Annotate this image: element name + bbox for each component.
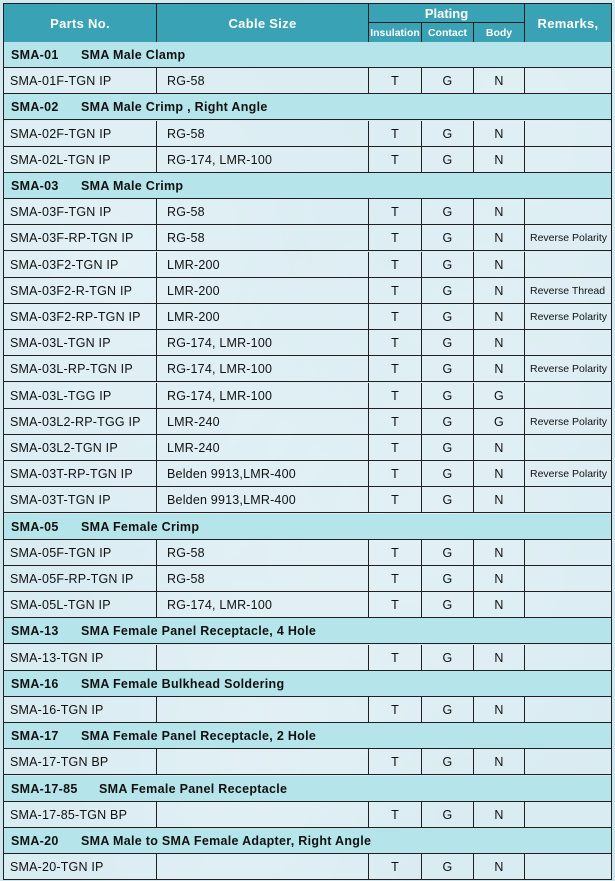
table-row [4, 409, 611, 435]
insulation-cell: T [369, 330, 422, 355]
contact-cell: G [422, 225, 474, 250]
body-cell: N [474, 540, 525, 565]
contact-cell: G [422, 409, 474, 434]
header-contact: Contact [422, 23, 474, 42]
section-title: SMA Female Bulkhead Soldering [81, 676, 285, 691]
part-number-cell: SMA-03F2-TGN IP [4, 252, 157, 277]
cable-size-cell: LMR-240 [157, 409, 369, 434]
cable-size-cell: RG-58 [157, 566, 369, 591]
body-cell: N [474, 645, 525, 670]
section-title: SMA Male Clamp [81, 47, 186, 62]
header-cable-size: Cable Size [157, 4, 369, 42]
part-number-cell: SMA-05F-TGN IP [4, 540, 157, 565]
remarks-cell [525, 487, 611, 512]
contact-cell: G [422, 697, 474, 722]
section-header [4, 173, 611, 199]
contact-cell: G [422, 487, 474, 512]
part-number-cell: SMA-03L-TGN IP [4, 330, 157, 355]
insulation-cell: T [369, 854, 422, 879]
remarks-cell [525, 540, 611, 565]
contact-cell: G [422, 461, 474, 486]
remarks-cell [525, 566, 611, 591]
cable-size-cell: RG-174, LMR-100 [157, 592, 369, 617]
insulation-cell: T [369, 304, 422, 329]
section-header [4, 514, 611, 540]
section-code: SMA-16 [11, 676, 59, 691]
remarks-cell [525, 68, 611, 93]
table-row [4, 697, 611, 723]
contact-cell: G [422, 435, 474, 460]
cable-size-cell: RG-174, LMR-100 [157, 330, 369, 355]
section-header [4, 723, 611, 749]
section-header [4, 94, 611, 120]
header-plating: Plating [369, 4, 525, 23]
body-cell: N [474, 252, 525, 277]
remarks-cell [525, 435, 611, 460]
body-cell: N [474, 121, 525, 146]
table-row [4, 252, 611, 278]
cable-size-cell: RG-58 [157, 199, 369, 224]
cable-size-cell [157, 697, 369, 722]
contact-cell: G [422, 854, 474, 879]
table-row [4, 225, 611, 251]
body-cell: N [474, 225, 525, 250]
table-row [4, 330, 611, 356]
remarks-cell: Reverse Polarity [525, 356, 611, 381]
remarks-cell: Reverse Polarity [525, 409, 611, 434]
part-number-cell: SMA-02F-TGN IP [4, 121, 157, 146]
part-number-cell: SMA-05L-TGN IP [4, 592, 157, 617]
contact-cell: G [422, 68, 474, 93]
cable-size-cell: RG-174, LMR-100 [157, 356, 369, 381]
body-cell: N [474, 802, 525, 827]
table-row [4, 68, 611, 94]
part-number-cell: SMA-03L-TGG IP [4, 383, 157, 408]
insulation-cell: T [369, 435, 422, 460]
section-title: SMA Female Panel Receptacle [99, 781, 288, 796]
body-cell: N [474, 592, 525, 617]
remarks-cell [525, 802, 611, 827]
section-header [4, 776, 611, 802]
table-row [4, 592, 611, 618]
contact-cell: G [422, 645, 474, 670]
contact-cell: G [422, 749, 474, 774]
section-header [4, 828, 611, 854]
part-number-cell: SMA-17-85-TGN BP [4, 802, 157, 827]
insulation-cell: T [369, 487, 422, 512]
contact-cell: G [422, 252, 474, 277]
part-number-cell: SMA-03T-TGN IP [4, 487, 157, 512]
remarks-cell: Reverse Polarity [525, 304, 611, 329]
insulation-cell: T [369, 409, 422, 434]
table-row [4, 802, 611, 828]
cable-size-cell: LMR-200 [157, 252, 369, 277]
remarks-cell [525, 749, 611, 774]
part-number-cell: SMA-20-TGN IP [4, 854, 157, 879]
contact-cell: G [422, 592, 474, 617]
insulation-cell: T [369, 383, 422, 408]
insulation-cell: T [369, 697, 422, 722]
body-cell: N [474, 854, 525, 879]
section-code: SMA-13 [11, 623, 59, 638]
remarks-cell [525, 592, 611, 617]
contact-cell: G [422, 278, 474, 303]
part-number-cell: SMA-13-TGN IP [4, 645, 157, 670]
cable-size-cell: LMR-200 [157, 278, 369, 303]
section-title: SMA Female Crimp [81, 519, 200, 534]
part-number-cell: SMA-02L-TGN IP [4, 147, 157, 172]
insulation-cell: T [369, 802, 422, 827]
cable-size-cell: RG-58 [157, 225, 369, 250]
body-cell: N [474, 749, 525, 774]
header-parts-no: Parts No. [4, 4, 157, 42]
insulation-cell: T [369, 645, 422, 670]
remarks-cell: Reverse Polarity [525, 225, 611, 250]
part-number-cell: SMA-01F-TGN IP [4, 68, 157, 93]
remarks-cell: Reverse Polarity [525, 461, 611, 486]
table-row [4, 383, 611, 409]
table-row [4, 854, 611, 880]
section-code: SMA-17 [11, 728, 59, 743]
table-row [4, 540, 611, 566]
table-row [4, 121, 611, 147]
section-header [4, 618, 611, 644]
cable-size-cell: RG-58 [157, 68, 369, 93]
section-header [4, 42, 611, 68]
body-cell: N [474, 147, 525, 172]
cable-size-cell: LMR-240 [157, 435, 369, 460]
remarks-cell [525, 147, 611, 172]
cable-size-cell: RG-58 [157, 121, 369, 146]
part-number-cell: SMA-03F2-R-TGN IP [4, 278, 157, 303]
table-row [4, 356, 611, 382]
header-insulation: Insulation [369, 23, 422, 42]
body-cell: N [474, 435, 525, 460]
contact-cell: G [422, 330, 474, 355]
section-title: SMA Female Panel Receptacle, 4 Hole [81, 623, 317, 638]
section-code: SMA-02 [11, 99, 59, 114]
insulation-cell: T [369, 592, 422, 617]
insulation-cell: T [369, 749, 422, 774]
cable-size-cell: LMR-200 [157, 304, 369, 329]
body-cell: N [474, 199, 525, 224]
body-cell: N [474, 697, 525, 722]
cable-size-cell: Belden 9913,LMR-400 [157, 461, 369, 486]
cable-size-cell: RG-174, LMR-100 [157, 383, 369, 408]
part-number-cell: SMA-17-TGN BP [4, 749, 157, 774]
body-cell: N [474, 68, 525, 93]
contact-cell: G [422, 356, 474, 381]
part-number-cell: SMA-03F-TGN IP [4, 199, 157, 224]
cable-size-cell [157, 802, 369, 827]
table-row [4, 435, 611, 461]
table-row [4, 461, 611, 487]
remarks-cell [525, 645, 611, 670]
insulation-cell: T [369, 225, 422, 250]
contact-cell: G [422, 383, 474, 408]
header-remarks: Remarks, [537, 15, 599, 31]
table-row [4, 566, 611, 592]
cable-size-cell [157, 749, 369, 774]
insulation-cell: T [369, 278, 422, 303]
part-number-cell: SMA-16-TGN IP [4, 697, 157, 722]
part-number-cell: SMA-03T-RP-TGN IP [4, 461, 157, 486]
table-row [4, 645, 611, 671]
part-number-cell: SMA-03F-RP-TGN IP [4, 225, 157, 250]
remarks-cell [525, 121, 611, 146]
cable-size-cell: RG-58 [157, 540, 369, 565]
insulation-cell: T [369, 199, 422, 224]
section-title: SMA Male Crimp , Right Angle [81, 99, 268, 114]
section-title: SMA Male Crimp [81, 178, 184, 193]
table-row [4, 278, 611, 304]
section-code: SMA-05 [11, 519, 59, 534]
table-row [4, 199, 611, 225]
section-title: SMA Female Panel Receptacle, 2 Hole [81, 728, 317, 743]
table-row [4, 487, 611, 513]
remarks-cell [525, 383, 611, 408]
remarks-cell [525, 330, 611, 355]
part-number-cell: SMA-03L-RP-TGN IP [4, 356, 157, 381]
section-code: SMA-01 [11, 47, 59, 62]
insulation-cell: T [369, 461, 422, 486]
body-cell: N [474, 356, 525, 381]
remarks-cell [525, 854, 611, 879]
insulation-cell: T [369, 147, 422, 172]
part-number-cell: SMA-05F-RP-TGN IP [4, 566, 157, 591]
remarks-cell: Reverse Thread [525, 278, 611, 303]
body-cell: N [474, 330, 525, 355]
section-code: SMA-17-85 [11, 781, 78, 796]
cable-size-cell [157, 854, 369, 879]
body-cell: G [474, 409, 525, 434]
contact-cell: G [422, 540, 474, 565]
body-cell: N [474, 461, 525, 486]
cable-size-cell [157, 645, 369, 670]
remarks-cell [525, 697, 611, 722]
body-cell: N [474, 487, 525, 512]
body-cell: N [474, 278, 525, 303]
contact-cell: G [422, 566, 474, 591]
cable-size-cell: RG-174, LMR-100 [157, 147, 369, 172]
remarks-cell [525, 252, 611, 277]
table-row [4, 749, 611, 775]
section-header [4, 671, 611, 697]
insulation-cell: T [369, 252, 422, 277]
contact-cell: G [422, 121, 474, 146]
section-code: SMA-03 [11, 178, 59, 193]
insulation-cell: T [369, 356, 422, 381]
part-number-cell: SMA-03F2-RP-TGN IP [4, 304, 157, 329]
insulation-cell: T [369, 566, 422, 591]
table-row [4, 304, 611, 330]
body-cell: N [474, 566, 525, 591]
contact-cell: G [422, 304, 474, 329]
contact-cell: G [422, 199, 474, 224]
part-number-cell: SMA-03L2-TGN IP [4, 435, 157, 460]
cable-size-cell: Belden 9913,LMR-400 [157, 487, 369, 512]
insulation-cell: T [369, 68, 422, 93]
remarks-cell [525, 199, 611, 224]
body-cell: G [474, 383, 525, 408]
section-code: SMA-20 [11, 833, 59, 848]
parts-table [3, 3, 612, 880]
insulation-cell: T [369, 121, 422, 146]
table-row [4, 147, 611, 173]
contact-cell: G [422, 802, 474, 827]
part-number-cell: SMA-03L2-RP-TGG IP [4, 409, 157, 434]
body-cell: N [474, 304, 525, 329]
table-header [4, 4, 611, 43]
insulation-cell: T [369, 540, 422, 565]
header-body: Body [474, 23, 525, 42]
section-title: SMA Male to SMA Female Adapter, Right Angle [81, 833, 372, 848]
contact-cell: G [422, 147, 474, 172]
